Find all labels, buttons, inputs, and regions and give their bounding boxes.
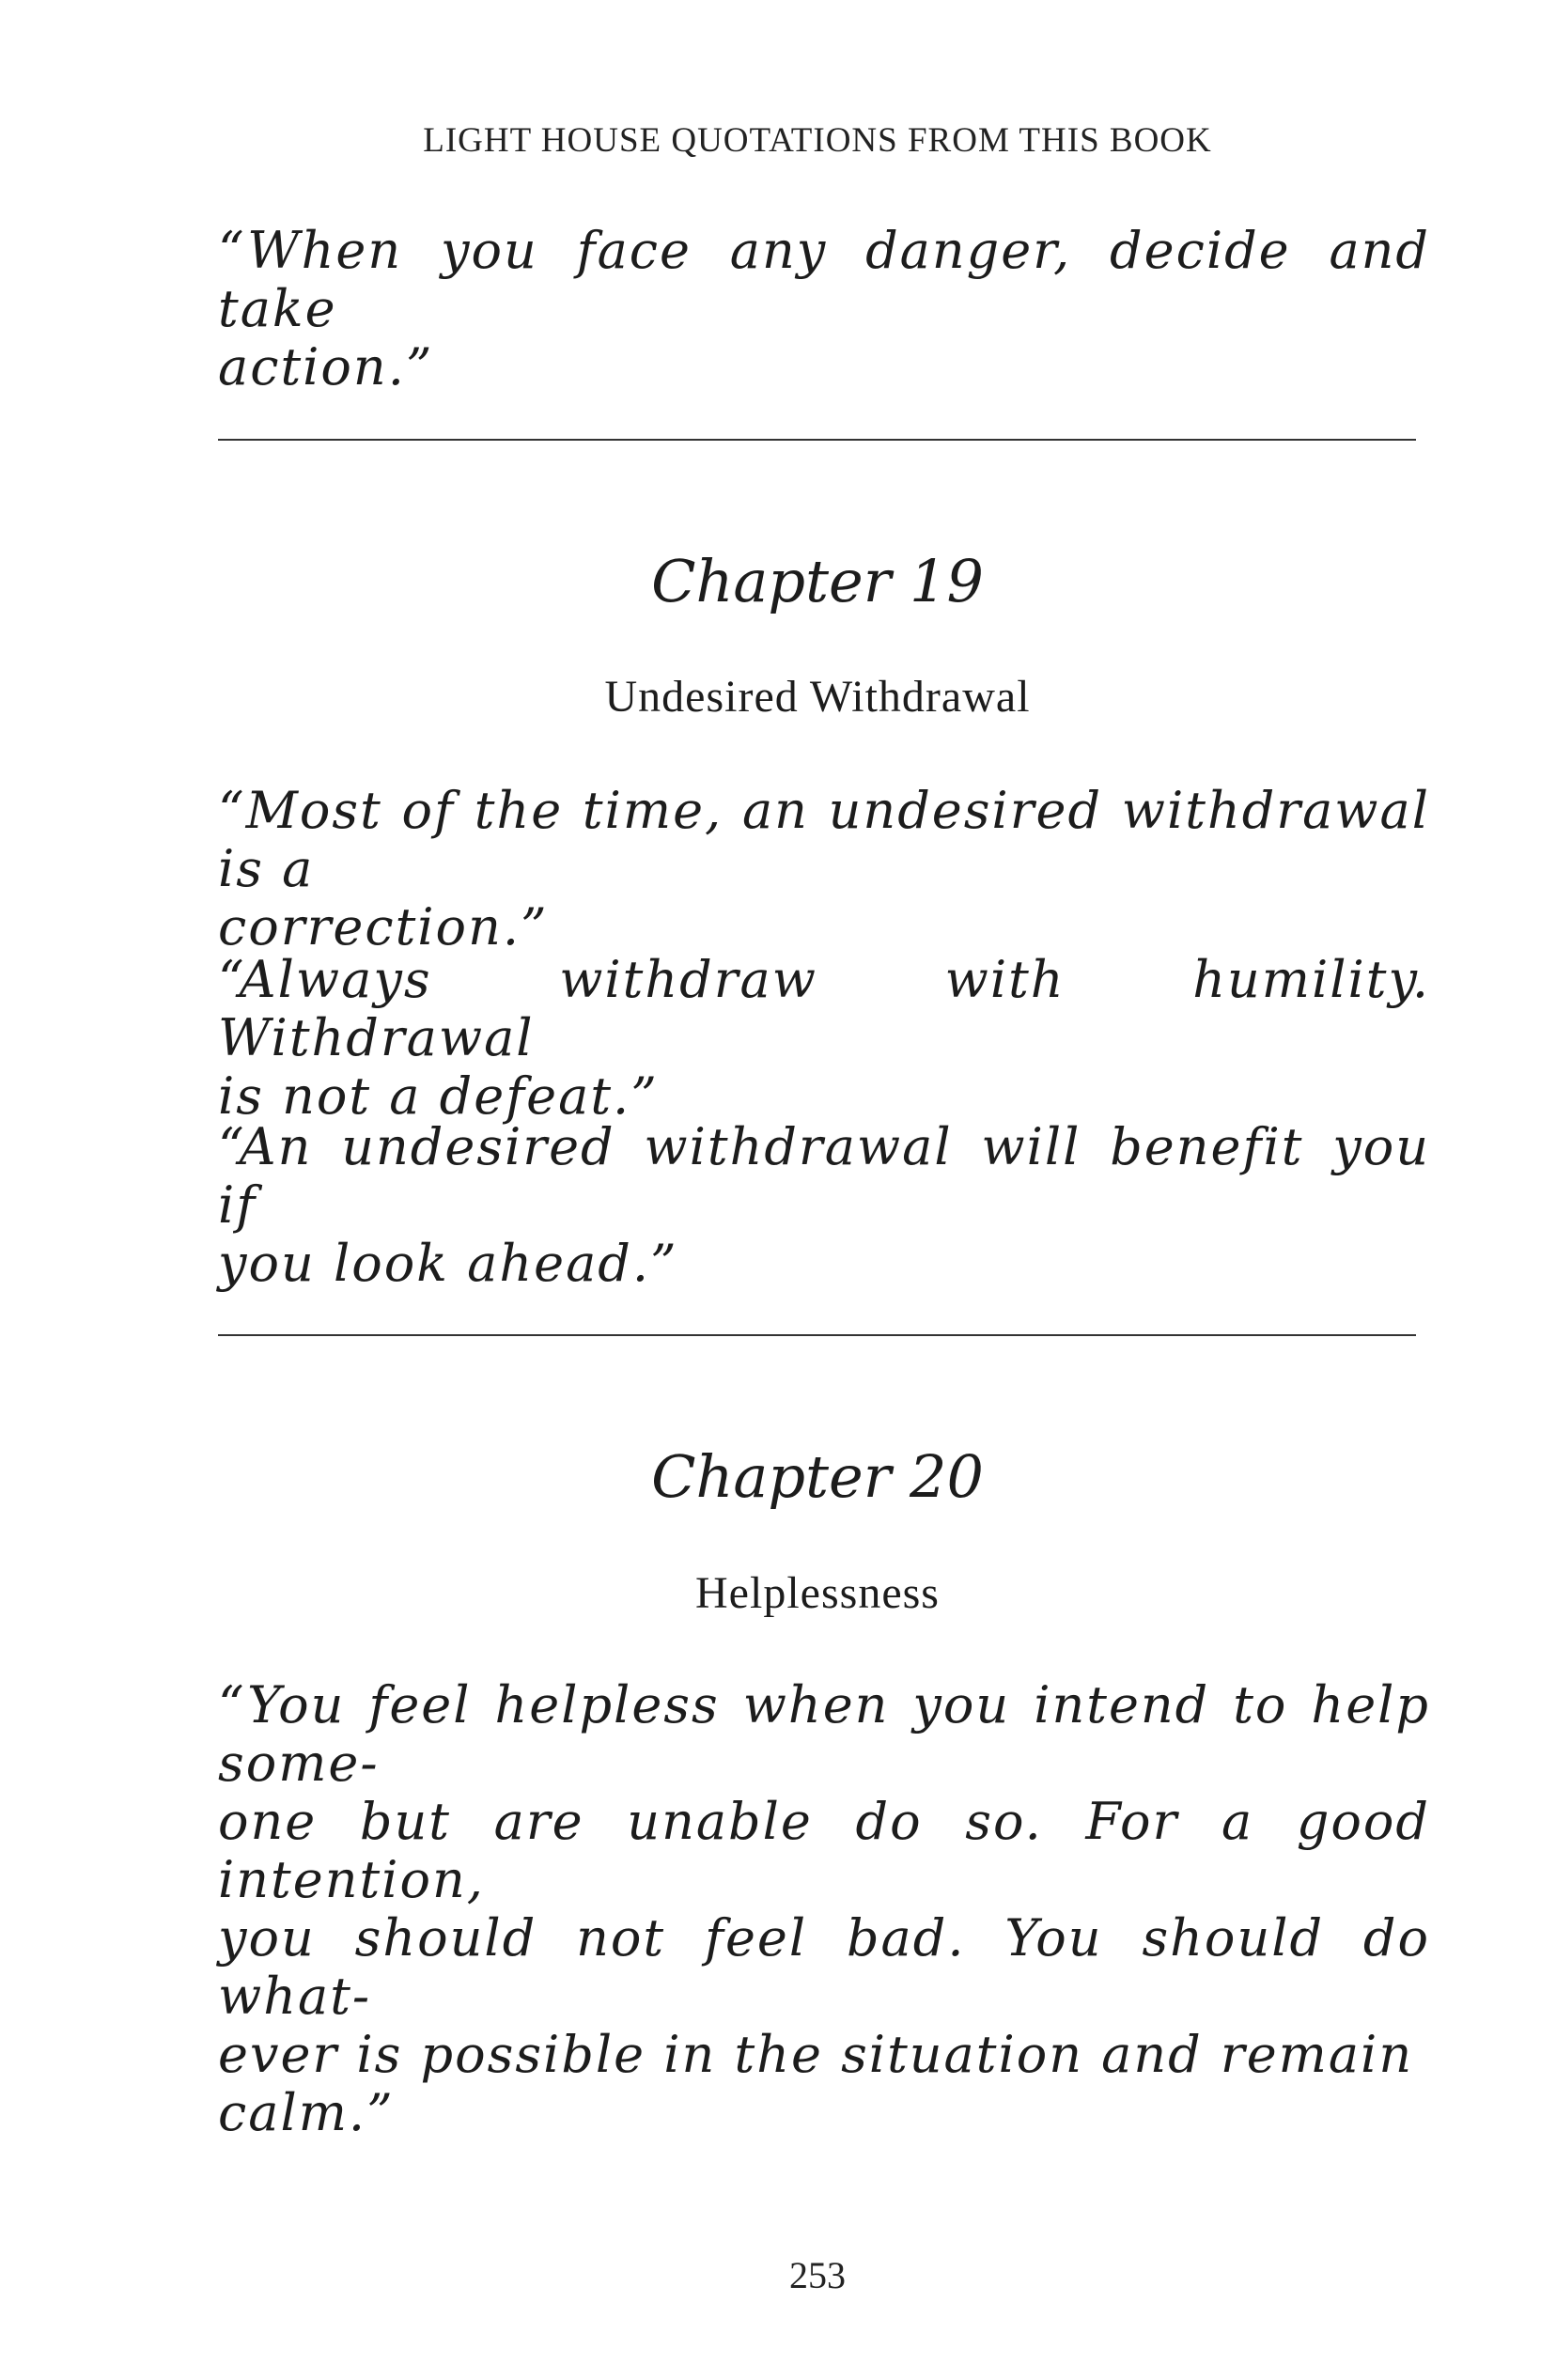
quote-line: is not a defeat.” <box>218 1066 659 1126</box>
quote-helplessness <box>218 1676 1430 2142</box>
quote-line: action.” <box>218 337 434 397</box>
quote-line: ever is possible in the situation and remain <box>218 2025 1414 2084</box>
chapter-20-subtitle: Helplessness <box>695 1568 940 1618</box>
quote-line: “When you face any danger, decide and take <box>218 221 1430 338</box>
section-divider <box>218 439 1416 441</box>
running-head: LIGHT HOUSE QUOTATIONS FROM THIS BOOK <box>423 121 1212 160</box>
chapter-19-subtitle: Undesired Withdrawal <box>604 672 1031 722</box>
quote-withdrawal-correction <box>218 782 1430 957</box>
quote-withdrawal-humility <box>218 951 1430 1126</box>
quote-line: calm.” <box>218 2083 395 2142</box>
quote-line: correction.” <box>218 897 549 957</box>
quote-line: “Most of the time, an undesired withdrawal is a <box>218 781 1430 898</box>
chapter-20-title: Chapter 20 <box>651 1442 984 1511</box>
quote-withdrawal-benefit <box>218 1118 1430 1293</box>
quote-line: “An undesired withdrawal will benefit you if <box>218 1117 1430 1235</box>
quote-line: “Always withdraw with humility. Withdrawal <box>218 950 1430 1067</box>
page-number: 253 <box>789 2254 846 2296</box>
quote-line: one but are unable do so. For a good intention, <box>218 1792 1430 1909</box>
quote-line: you look ahead.” <box>218 1234 678 1293</box>
quote-line: “You feel helpless when you intend to help some- <box>218 1675 1430 1793</box>
quote-danger <box>218 222 1430 397</box>
section-divider <box>218 1334 1416 1336</box>
quote-line: you should not feel bad. You should do what- <box>218 1908 1430 2026</box>
chapter-19-title: Chapter 19 <box>651 547 984 615</box>
